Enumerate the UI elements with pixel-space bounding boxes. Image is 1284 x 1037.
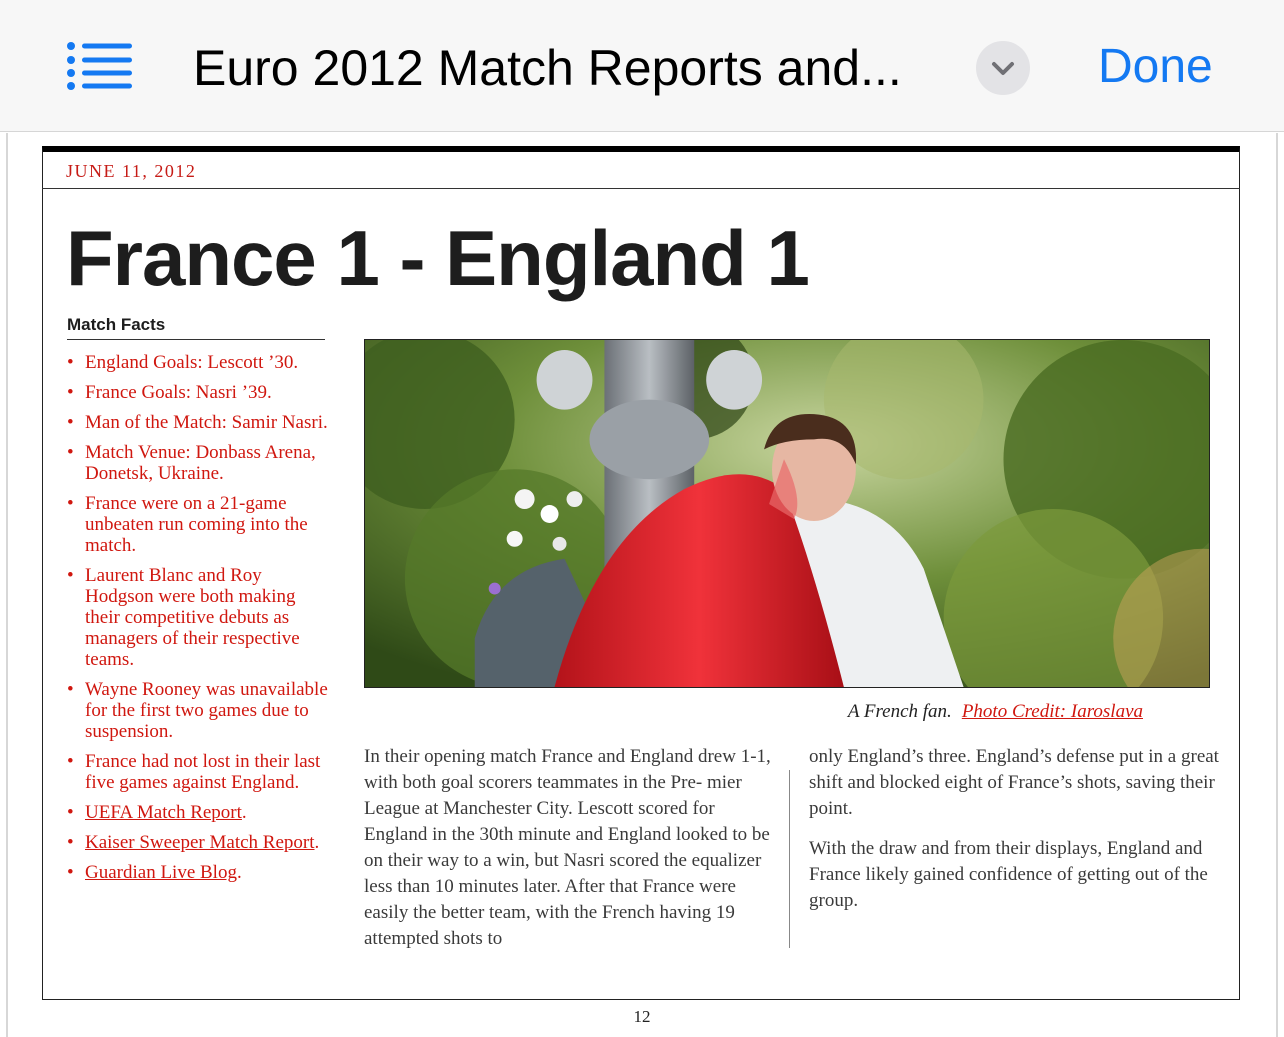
article-body-column-1: In their opening match France and England drew 1-1, with both goal scorers teammates in the Pre- mier League at Manchester City. Lescott scored for England in the 30th minute and England looked to be on their way to a win, but Nasri scored the equalizer less than 10 minutes later. After that France were easily the better team, with the French having 19 attempted shots to <box>364 746 771 949</box>
article-photo <box>364 339 1210 688</box>
page-number: 12 <box>633 1007 651 1026</box>
body-paragraph: With the draw and from their displays, England and France likely gained confidence of getting out of the group. <box>809 838 1208 911</box>
photo-credit-link[interactable]: Photo Credit: Iaroslava <box>961 701 1143 722</box>
link-suffix: . <box>241 802 247 823</box>
fact-link-item <box>66 832 328 853</box>
guardian-live-blog-link[interactable]: Guardian Live Blog <box>85 862 237 883</box>
fact-item: • England Goals: Lescott ’30. <box>66 352 328 373</box>
page-edge-right <box>1276 133 1278 1037</box>
fact-item: • Match Venue: Donbass Arena, Donetsk, Ukraine. <box>66 442 328 484</box>
article-date: JUNE 11, 2012 <box>66 161 197 181</box>
fact-item: • Man of the Match: Samir Nasri. <box>66 412 328 433</box>
photo-caption <box>600 700 1143 724</box>
match-facts-title: Match Facts <box>67 314 325 340</box>
kaiser-sweeper-match-report-link[interactable]: Kaiser Sweeper Match Report <box>85 832 315 853</box>
document-title: Euro 2012 Match Reports and... <box>193 40 902 96</box>
list-icon <box>64 40 136 92</box>
chevron-down-icon <box>989 54 1017 82</box>
link-suffix: . <box>236 862 242 883</box>
fact-item: • France Goals: Nasri ’39. <box>66 382 328 403</box>
caption-text: A French fan. <box>847 701 952 722</box>
fact-link-item <box>66 802 328 823</box>
fact-item: • Wayne Rooney was unavailable for the first two games due to suspension. <box>66 679 328 742</box>
top-toolbar <box>0 0 1284 132</box>
uefa-match-report-link[interactable]: UEFA Match Report <box>85 802 242 823</box>
article-headline: France 1 - England 1 <box>66 214 809 302</box>
fact-link-item <box>66 862 328 883</box>
table-of-contents-button[interactable] <box>64 40 136 92</box>
column-divider <box>789 770 790 948</box>
body-paragraph: only England’s three. England’s defense put in a great shift and blocked eight of France’s shots, saving their point. <box>809 746 1219 819</box>
page-edge-left <box>6 133 8 1037</box>
match-facts-list <box>66 352 328 892</box>
fact-item: • France were on a 21-game unbeaten run coming into the match. <box>66 493 328 556</box>
link-suffix: . <box>314 832 320 853</box>
date-rule <box>42 188 1240 189</box>
done-button[interactable]: Done <box>1098 34 1238 100</box>
article-body-column-2 <box>809 744 1219 928</box>
fact-item: • Laurent Blanc and Roy Hodgson were both making their competitive debuts as managers of their respective teams. <box>66 565 328 670</box>
title-menu-button[interactable] <box>976 41 1030 95</box>
fact-item: • France had not lost in their last five games against England. <box>66 751 328 793</box>
french-fan-photo <box>365 340 1209 687</box>
